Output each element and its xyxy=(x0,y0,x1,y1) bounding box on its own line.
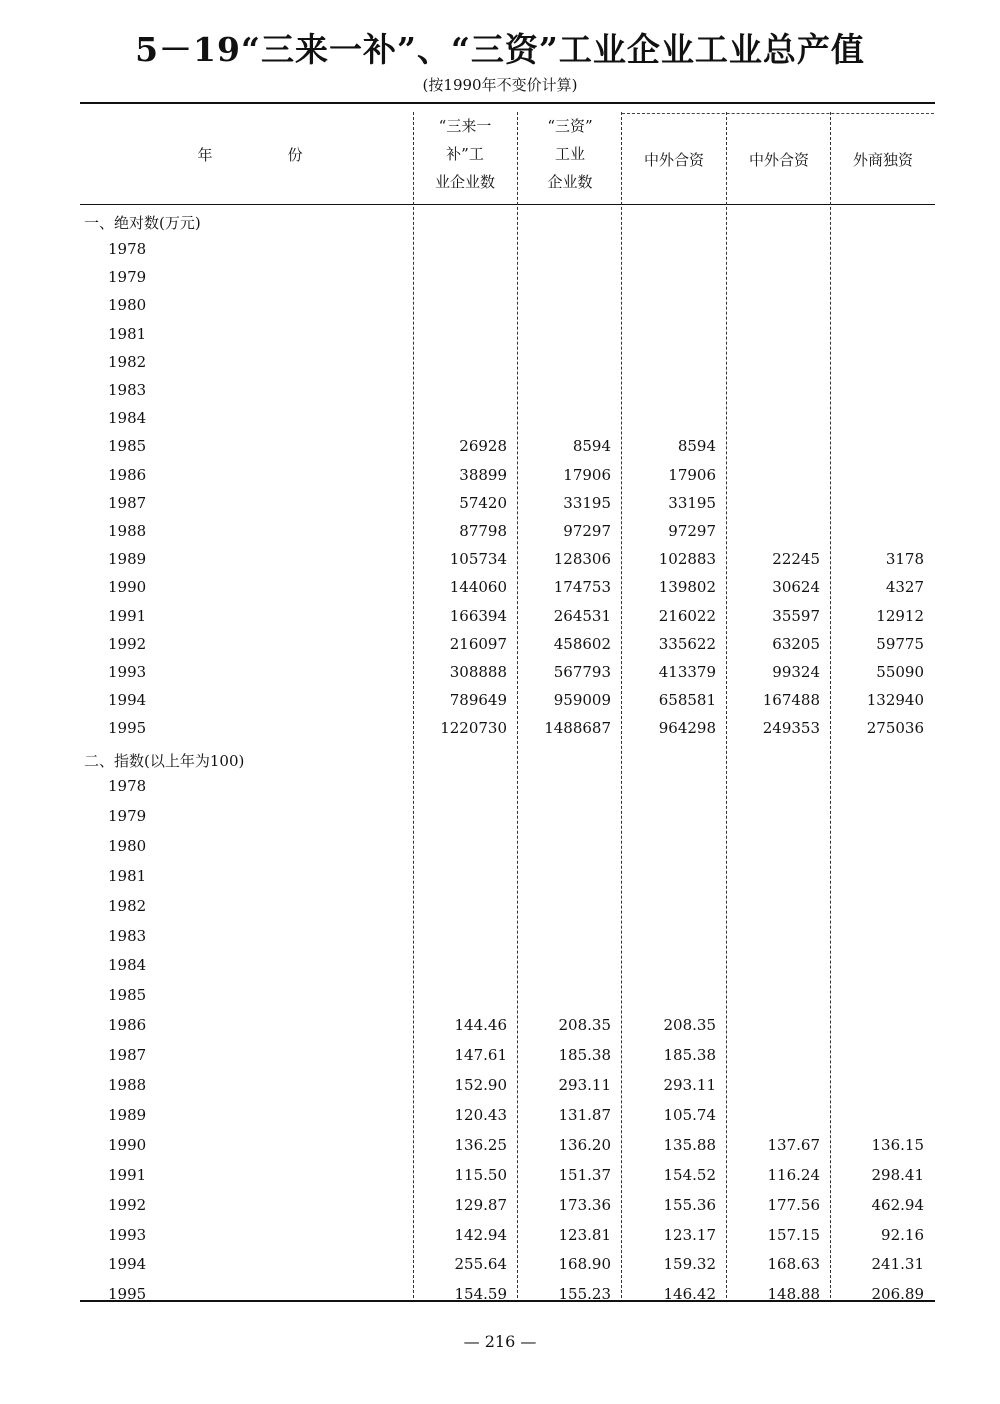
row-year: 1984 xyxy=(108,956,147,975)
cell-c1: 129.87 xyxy=(454,1195,507,1214)
cell-c2: 185.38 xyxy=(558,1046,611,1065)
row-year: 1983 xyxy=(108,381,147,399)
cell-c1: 166394 xyxy=(449,606,507,625)
cell-c5: 241.31 xyxy=(871,1255,924,1274)
header-col4: 中外合资 xyxy=(748,151,809,169)
row-year: 1995 xyxy=(108,1285,147,1304)
cell-c4: 168.63 xyxy=(767,1255,820,1274)
cell-c2: 173.36 xyxy=(558,1195,611,1214)
row-year: 1994 xyxy=(108,1255,147,1274)
row-year: 1995 xyxy=(108,719,147,738)
cell-c4: 116.24 xyxy=(767,1165,820,1184)
cell-c2: 128306 xyxy=(553,550,611,569)
cell-c1: 57420 xyxy=(459,493,507,512)
cell-c1: 26928 xyxy=(459,437,507,456)
cell-c2: 458602 xyxy=(553,634,611,653)
row-year: 1987 xyxy=(108,1046,147,1065)
cell-c5: 92.16 xyxy=(881,1225,924,1244)
row-year: 1992 xyxy=(108,1195,147,1214)
cell-c2: 567793 xyxy=(553,663,611,681)
cell-c3: 155.36 xyxy=(663,1195,716,1214)
cell-c3: 105.74 xyxy=(663,1105,716,1124)
cell-c3: 335622 xyxy=(658,634,716,653)
cell-c3: 123.17 xyxy=(663,1225,716,1244)
cell-c4: 99324 xyxy=(772,663,820,681)
cell-c2: 293.11 xyxy=(558,1076,611,1094)
cell-c2: 123.81 xyxy=(558,1225,611,1244)
cell-c3: 135.88 xyxy=(663,1135,716,1154)
cell-c5: 59775 xyxy=(876,634,924,653)
cell-c3: 8594 xyxy=(677,437,716,456)
page-title: 5－19“三来一补”、“三资”工业企业工业总产值 xyxy=(135,30,865,69)
cell-c4: 167488 xyxy=(762,691,820,710)
row-year: 1991 xyxy=(108,606,147,625)
cell-c2: 151.37 xyxy=(558,1165,611,1184)
cell-c3: 33195 xyxy=(668,493,716,512)
cell-c3: 97297 xyxy=(668,522,716,540)
header-col1: “三来一 补”工 业企业数 xyxy=(434,117,495,191)
cell-c2: 33195 xyxy=(563,493,611,512)
cell-c1: 1220730 xyxy=(440,719,507,738)
cell-c3: 658581 xyxy=(658,691,716,710)
cell-c2: 208.35 xyxy=(558,1016,611,1035)
cell-c5: 132940 xyxy=(866,691,924,710)
cell-c5: 4327 xyxy=(885,578,924,597)
cell-c3: 185.38 xyxy=(663,1046,716,1065)
cell-c3: 102883 xyxy=(658,550,716,569)
row-year: 1985 xyxy=(108,986,147,1005)
row-year: 1979 xyxy=(108,268,147,287)
cell-c4: 177.56 xyxy=(767,1195,820,1214)
page-number: — 216 — xyxy=(463,1332,537,1351)
cell-c2: 97297 xyxy=(563,522,611,540)
cell-c2: 264531 xyxy=(553,606,611,625)
cell-c5: 136.15 xyxy=(871,1135,924,1154)
row-year: 1987 xyxy=(108,493,147,512)
cell-c2: 155.23 xyxy=(558,1285,611,1304)
header-col2: “三资” 工业 企业数 xyxy=(547,117,593,191)
table-top-rule xyxy=(80,102,935,104)
cell-c4: 30624 xyxy=(772,578,820,597)
cell-c3: 293.11 xyxy=(663,1076,716,1094)
cell-c4: 63205 xyxy=(772,634,820,653)
row-year: 1989 xyxy=(108,1105,147,1124)
cell-c2: 17906 xyxy=(563,465,611,484)
cell-c1: 216097 xyxy=(449,634,507,653)
row-year: 1994 xyxy=(108,691,147,710)
cell-c1: 147.61 xyxy=(454,1046,507,1065)
cell-c4: 157.15 xyxy=(767,1225,820,1244)
cell-c3: 964298 xyxy=(658,719,716,738)
row-year: 1993 xyxy=(108,663,147,681)
row-year: 1978 xyxy=(108,777,147,795)
cell-c3: 413379 xyxy=(658,663,716,681)
cell-c2: 174753 xyxy=(553,578,611,597)
header-bottom-rule xyxy=(80,204,935,205)
cell-c1: 87798 xyxy=(459,522,507,540)
cell-c2: 168.90 xyxy=(558,1255,611,1274)
cell-c1: 154.59 xyxy=(454,1285,507,1304)
cell-c1: 120.43 xyxy=(454,1105,507,1124)
cell-c3: 159.32 xyxy=(663,1255,716,1274)
header-col3: 中外合资 xyxy=(643,151,704,169)
cell-c4: 148.88 xyxy=(767,1285,820,1304)
row-year: 1985 xyxy=(108,437,147,456)
cell-c3: 216022 xyxy=(658,606,716,625)
row-year: 1980 xyxy=(108,836,147,855)
cell-c5: 275036 xyxy=(866,719,924,738)
cell-c2: 1488687 xyxy=(544,719,611,738)
row-year: 1992 xyxy=(108,634,147,653)
cell-c1: 152.90 xyxy=(454,1076,507,1094)
cell-c4: 35597 xyxy=(772,606,820,625)
cell-c5: 298.41 xyxy=(871,1165,924,1184)
cell-c5: 12912 xyxy=(876,606,924,625)
cell-c1: 789649 xyxy=(449,691,507,710)
row-year: 1986 xyxy=(108,1016,147,1035)
header-year: 年 份 xyxy=(197,146,303,164)
cell-c3: 208.35 xyxy=(663,1016,716,1035)
row-year: 1993 xyxy=(108,1225,147,1244)
row-year: 1979 xyxy=(108,806,147,825)
cell-c5: 206.89 xyxy=(871,1285,924,1304)
section-index-label: 二、指数(以上年为100) xyxy=(84,752,245,770)
cell-c3: 154.52 xyxy=(663,1165,716,1184)
cell-c1: 144.46 xyxy=(454,1016,507,1035)
row-year: 1986 xyxy=(108,465,147,484)
cell-c1: 136.25 xyxy=(454,1135,507,1154)
row-year: 1989 xyxy=(108,550,147,569)
header-col5: 外商独资 xyxy=(852,151,913,169)
cell-c2: 8594 xyxy=(572,437,611,456)
cell-c1: 115.50 xyxy=(454,1165,507,1184)
cell-c5: 3178 xyxy=(885,550,924,569)
cell-c2: 136.20 xyxy=(558,1135,611,1154)
row-year: 1991 xyxy=(108,1165,147,1184)
row-year: 1990 xyxy=(108,578,147,597)
cell-c1: 38899 xyxy=(459,465,507,484)
cell-c3: 139802 xyxy=(658,578,716,597)
cell-c4: 137.67 xyxy=(767,1135,820,1154)
page-subtitle: (按1990年不变价计算) xyxy=(422,76,578,94)
cell-c1: 142.94 xyxy=(454,1225,507,1244)
cell-c5: 55090 xyxy=(876,663,924,681)
header-top-dashed-rule xyxy=(622,113,934,114)
cell-c1: 144060 xyxy=(449,578,507,597)
cell-c1: 308888 xyxy=(449,663,507,681)
section-absolute-label: 一、绝对数(万元) xyxy=(84,214,201,232)
cell-c4: 22245 xyxy=(772,550,820,569)
cell-c2: 959009 xyxy=(553,691,611,710)
cell-c1: 255.64 xyxy=(454,1255,507,1274)
row-year: 1982 xyxy=(108,352,147,371)
row-year: 1980 xyxy=(108,296,147,315)
row-year: 1981 xyxy=(108,324,147,343)
cell-c5: 462.94 xyxy=(871,1195,924,1214)
row-year: 1988 xyxy=(108,1076,147,1094)
cell-c2: 131.87 xyxy=(558,1105,611,1124)
row-year: 1981 xyxy=(108,866,147,885)
cell-c3: 146.42 xyxy=(663,1285,716,1304)
row-year: 1983 xyxy=(108,926,147,945)
row-year: 1982 xyxy=(108,896,147,915)
row-year: 1978 xyxy=(108,240,147,258)
cell-c1: 105734 xyxy=(449,550,507,569)
cell-c4: 249353 xyxy=(762,719,820,738)
row-year: 1984 xyxy=(108,409,147,428)
row-year: 1990 xyxy=(108,1135,147,1154)
cell-c3: 17906 xyxy=(668,465,716,484)
row-year: 1988 xyxy=(108,522,147,540)
